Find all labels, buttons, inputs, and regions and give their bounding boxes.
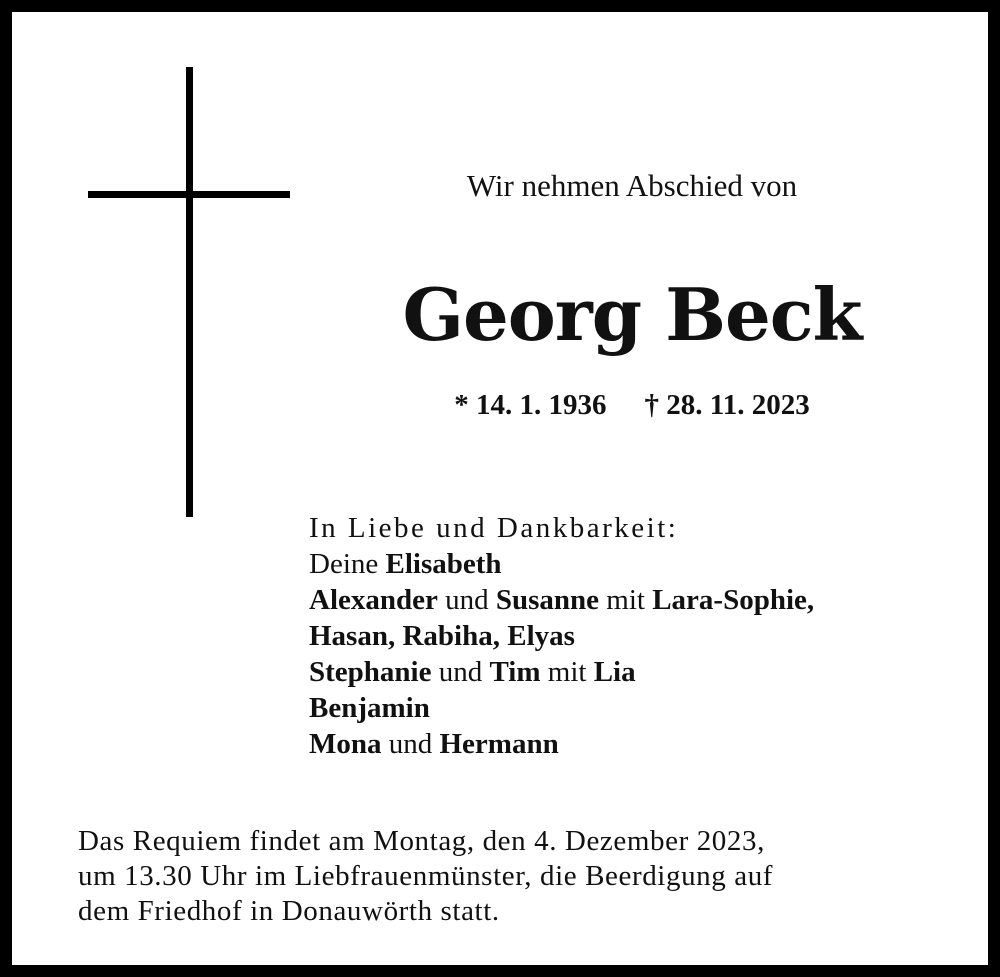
service-line: dem Friedhof in Donauwörth statt. — [78, 895, 500, 927]
service-line: um 13.30 Uhr im Liebfrauenmünster, die Beerdigung auf — [78, 860, 774, 892]
intro-text: Wir nehmen Abschied von — [466, 168, 798, 203]
mourner-text: mit — [540, 656, 594, 688]
mourners-list — [309, 510, 814, 762]
mourner-name: Alexander — [309, 584, 438, 616]
mourner-name: Mona — [309, 728, 382, 760]
mourner-text: mit — [599, 584, 653, 616]
mourner-name: Stephanie — [309, 656, 432, 688]
mourners-heading: In Liebe und Dankbarkeit: — [309, 512, 679, 544]
mourner-name: Elisabeth — [385, 548, 502, 580]
mourner-name: Hermann — [439, 728, 559, 760]
mourner-text: Deine — [309, 548, 386, 580]
cross-icon-crossbar — [88, 191, 290, 198]
mourner-line — [309, 618, 814, 654]
mourner-line — [309, 582, 814, 618]
birth-date: * 14. 1. 1936 — [454, 389, 607, 421]
mourner-line — [309, 546, 814, 582]
life-dates — [392, 389, 872, 422]
death-date: † 28. 11. 2023 — [644, 389, 810, 421]
mourner-line — [309, 726, 814, 762]
service-info — [78, 824, 938, 929]
mourner-name: Hasan, Rabiha, Elyas — [309, 620, 575, 652]
mourner-text: und — [437, 584, 496, 616]
mourner-name: Lia — [593, 656, 636, 688]
deceased-name: Georg Beck — [402, 272, 862, 357]
service-line: Das Requiem findet am Montag, den 4. Dezember 2023, — [78, 825, 765, 857]
mourner-line — [309, 690, 814, 726]
mourner-name: Tim — [489, 656, 541, 688]
mourner-name: Benjamin — [309, 692, 430, 724]
cross-icon — [186, 67, 193, 517]
mourner-text: und — [431, 656, 490, 688]
mourner-text: und — [381, 728, 440, 760]
mourner-name: Susanne — [495, 584, 600, 616]
mourner-line — [309, 654, 814, 690]
mourner-name: Lara-Sophie, — [652, 584, 815, 616]
